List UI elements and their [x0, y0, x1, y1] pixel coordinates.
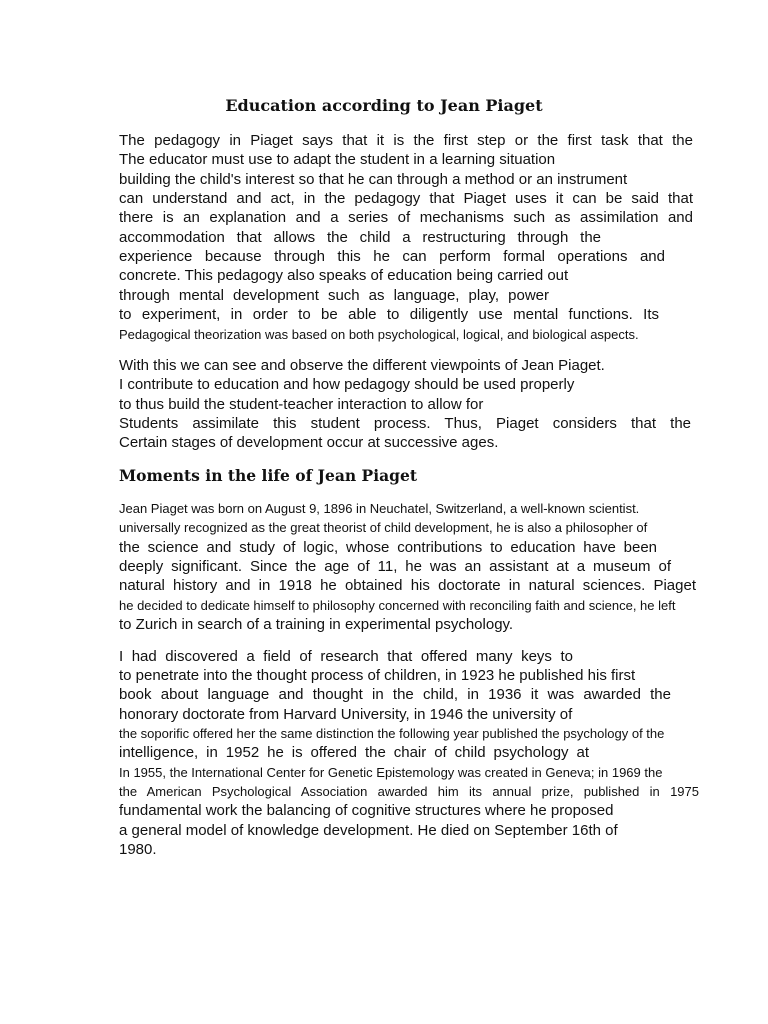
paragraph-3-line: the science and study of logic, whose contributions to education have been: [119, 539, 657, 556]
paragraph-3-line: he decided to dedicate himself to philosophy concerned with reconciling faith and science, he left: [119, 598, 676, 613]
paragraph-3-line: deeply significant. Since the age of 11, he was an assistant at a museum of: [119, 558, 671, 575]
paragraph-2-line: I contribute to education and how pedagogy should be used properly: [119, 376, 575, 393]
paragraph-1-line: Pedagogical theorization was based on both psychological, logical, and biological aspects.: [119, 327, 639, 342]
paragraph-1-line: to experiment, in order to be able to diligently use mental functions. Its: [119, 306, 659, 323]
paragraph-2-line: to thus build the student-teacher interaction to allow for: [119, 396, 484, 413]
paragraph-1-line: experience because through this he can perform formal operations and: [119, 248, 665, 265]
paragraph-4-line: I had discovered a field of research that offered many keys to: [119, 648, 573, 665]
paragraph-2-line: Students assimilate this student process. Thus, Piaget considers that the: [119, 415, 691, 432]
paragraph-4-line: intelligence, in 1952 he is offered the chair of child psychology at: [119, 744, 589, 761]
paragraph-4-line: to penetrate into the thought process of children, in 1923 he published his first: [119, 667, 636, 684]
paragraph-4-line: honorary doctorate from Harvard University, in 1946 the university of: [119, 706, 573, 723]
section-heading: Moments in the life of Jean Piaget: [119, 466, 418, 485]
paragraph-4-line: the American Psychological Association awarded him its annual prize, published in 1975: [119, 784, 699, 799]
paragraph-1-line: The educator must use to adapt the student in a learning situation: [119, 151, 556, 168]
paragraph-4-line: a general model of knowledge development. He died on September 16th of: [119, 822, 618, 839]
paragraph-2-line: Certain stages of development occur at successive ages.: [119, 434, 499, 451]
paragraph-1-line: there is an explanation and a series of mechanisms such as assimilation and: [119, 209, 693, 226]
paragraph-1-line: can understand and act, in the pedagogy that Piaget uses it can be said that: [119, 190, 693, 207]
paragraph-1-line: The pedagogy in Piaget says that it is the first step or the first task that the: [119, 132, 693, 149]
paragraph-4-line: the soporific offered her the same distinction the following year published the psychology of the: [119, 726, 665, 741]
paragraph-4-line: 1980.: [119, 841, 157, 858]
paragraph-4-line: In 1955, the International Center for Genetic Epistemology was created in Geneva; in 1969 the: [119, 765, 663, 780]
document-title: Education according to Jean Piaget: [225, 96, 543, 115]
paragraph-2-line: With this we can see and observe the different viewpoints of Jean Piaget.: [119, 357, 605, 374]
paragraph-4-line: book about language and thought in the child, in 1936 it was awarded the: [119, 686, 671, 703]
paragraph-1-line: concrete. This pedagogy also speaks of education being carried out: [119, 267, 569, 284]
paragraph-4-line: fundamental work the balancing of cognitive structures where he proposed: [119, 802, 614, 819]
paragraph-3-line: natural history and in 1918 he obtained his doctorate in natural sciences. Piaget: [119, 577, 696, 594]
paragraph-3-line: to Zurich in search of a training in experimental psychology.: [119, 616, 514, 633]
paragraph-1-line: accommodation that allows the child a restructuring through the: [119, 229, 601, 246]
paragraph-1-line: through mental development such as language, play, power: [119, 287, 549, 304]
paragraph-3-line: universally recognized as the great theorist of child development, he is also a philosopher of: [119, 520, 648, 535]
paragraph-3-line: Jean Piaget was born on August 9, 1896 in Neuchatel, Switzerland, a well-known scientist.: [119, 501, 640, 516]
paragraph-1-line: building the child's interest so that he can through a method or an instrument: [119, 171, 628, 188]
